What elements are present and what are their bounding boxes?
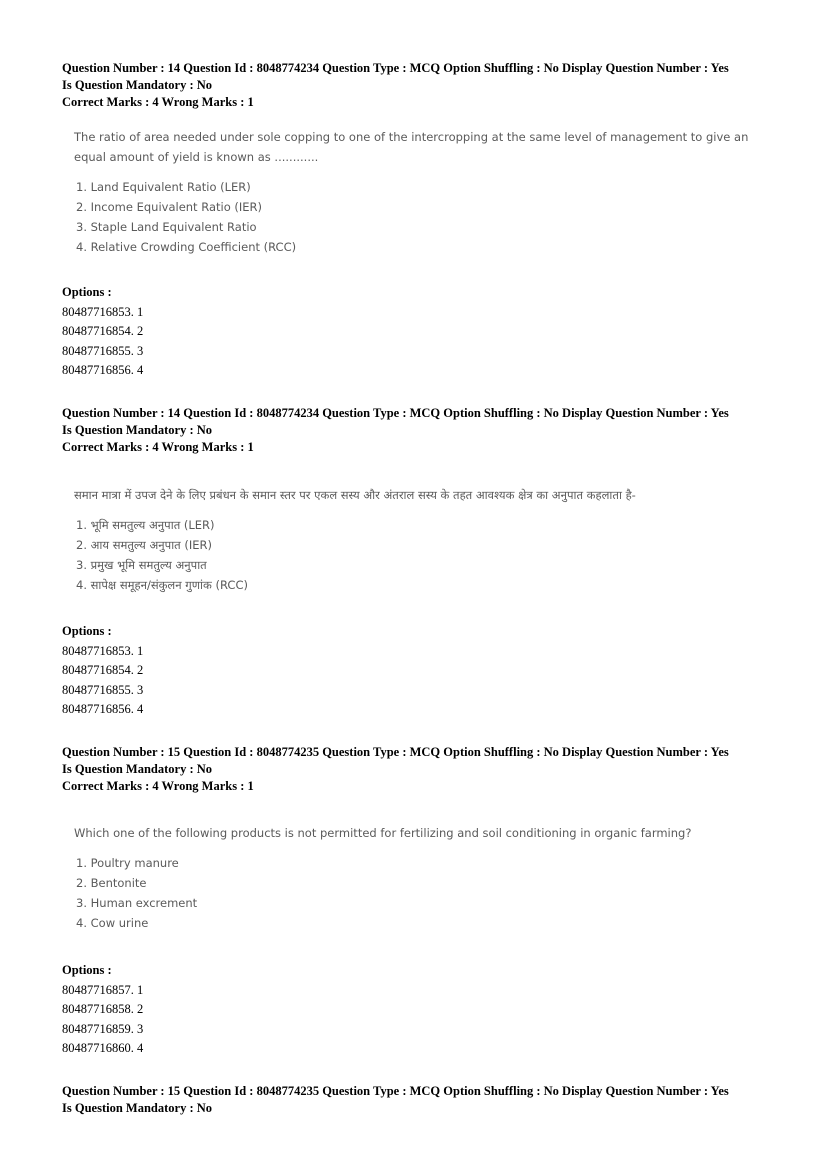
- question-choice: 3. Staple Land Equivalent Ratio: [76, 220, 257, 234]
- mandatory-line: Is Question Mandatory : No: [62, 762, 213, 776]
- question-choice: 4. Relative Crowding Coefficient (RCC): [76, 240, 297, 254]
- mandatory-line: Is Question Mandatory : No: [62, 1101, 213, 1115]
- option-item: 80487716854. 2: [62, 324, 144, 338]
- question-stem: Which one of the following products is not permitted for fertilizing and soil conditioning in organic farming?: [74, 826, 692, 840]
- question-choice: 3. प्रमुख भूमि समतुल्य अनुपात: [76, 558, 207, 572]
- question-choice: 1. भूमि समतुल्य अनुपात (LER): [76, 518, 215, 532]
- marks-line: Correct Marks : 4 Wrong Marks : 1: [62, 95, 254, 109]
- option-item: 80487716855. 3: [62, 343, 144, 358]
- question-image: [74, 127, 774, 257]
- options-label: Options :: [62, 285, 112, 299]
- question-choice: 1. Land Equivalent Ratio (LER): [76, 180, 251, 194]
- question-meta-line: Question Number : 15 Question Id : 8048774235 Question Type : MCQ Option Shuffling : No Display Question Number : Yes: [62, 1084, 729, 1098]
- option-item: 80487716857. 1: [62, 982, 144, 997]
- question-choice: 4. सापेक्ष समूहन/संकुलन गुणांक (RCC): [76, 578, 248, 592]
- options-label: Options :: [62, 963, 112, 977]
- question-meta-line: Question Number : 14 Question Id : 8048774234 Question Type : MCQ Option Shuffling : No Display Question Number : Yes: [62, 406, 729, 420]
- question-image: [74, 823, 774, 933]
- marks-line: Correct Marks : 4 Wrong Marks : 1: [62, 779, 254, 793]
- mandatory-line: Is Question Mandatory : No: [62, 423, 213, 437]
- question-choice: 2. Income Equivalent Ratio (IER): [76, 200, 263, 214]
- question-choice: 2. आय समतुल्य अनुपात (IER): [76, 538, 213, 552]
- options-list: [62, 961, 143, 1059]
- question-header: [62, 1083, 782, 1117]
- question-image: [74, 485, 774, 595]
- options-list: [62, 622, 143, 720]
- option-item: 80487716854. 2: [62, 663, 144, 677]
- options-label: Options :: [62, 624, 112, 638]
- mandatory-line: Is Question Mandatory : No: [62, 78, 213, 92]
- question-header: [62, 744, 782, 795]
- marks-line: Correct Marks : 4 Wrong Marks : 1: [62, 440, 254, 454]
- question-meta-line: Question Number : 14 Question Id : 8048774234 Question Type : MCQ Option Shuffling : No Display Question Number : Yes: [62, 61, 729, 75]
- options-list: [62, 283, 143, 381]
- question-choice: 4. Cow urine: [76, 916, 149, 930]
- question-choice: 2. Bentonite: [76, 876, 147, 890]
- option-item: 80487716853. 1: [62, 304, 144, 319]
- question-choice: 1. Poultry manure: [76, 856, 179, 870]
- option-item: 80487716856. 4: [62, 702, 144, 716]
- option-item: 80487716855. 3: [62, 682, 144, 697]
- question-meta-line: Question Number : 15 Question Id : 8048774235 Question Type : MCQ Option Shuffling : No Display Question Number : Yes: [62, 745, 729, 759]
- option-item: 80487716858. 2: [62, 1002, 144, 1016]
- question-stem: The ratio of area needed under sole copping to one of the intercropping at the same level of management to give an equal amount of yield is known as ............: [74, 130, 749, 164]
- question-header: [62, 60, 782, 111]
- option-item: 80487716853. 1: [62, 643, 144, 658]
- option-item: 80487716860. 4: [62, 1041, 144, 1055]
- question-stem: समान मात्रा में उपज देने के लिए प्रबंधन के समान स्तर पर एकल सस्य और अंतराल सस्य के तहत आवश्यक क्षेत्र का अनुपात कहलाता है-: [74, 488, 636, 502]
- question-header: [62, 405, 782, 456]
- option-item: 80487716859. 3: [62, 1021, 144, 1036]
- question-choice: 3. Human excrement: [76, 896, 198, 910]
- option-item: 80487716856. 4: [62, 363, 144, 377]
